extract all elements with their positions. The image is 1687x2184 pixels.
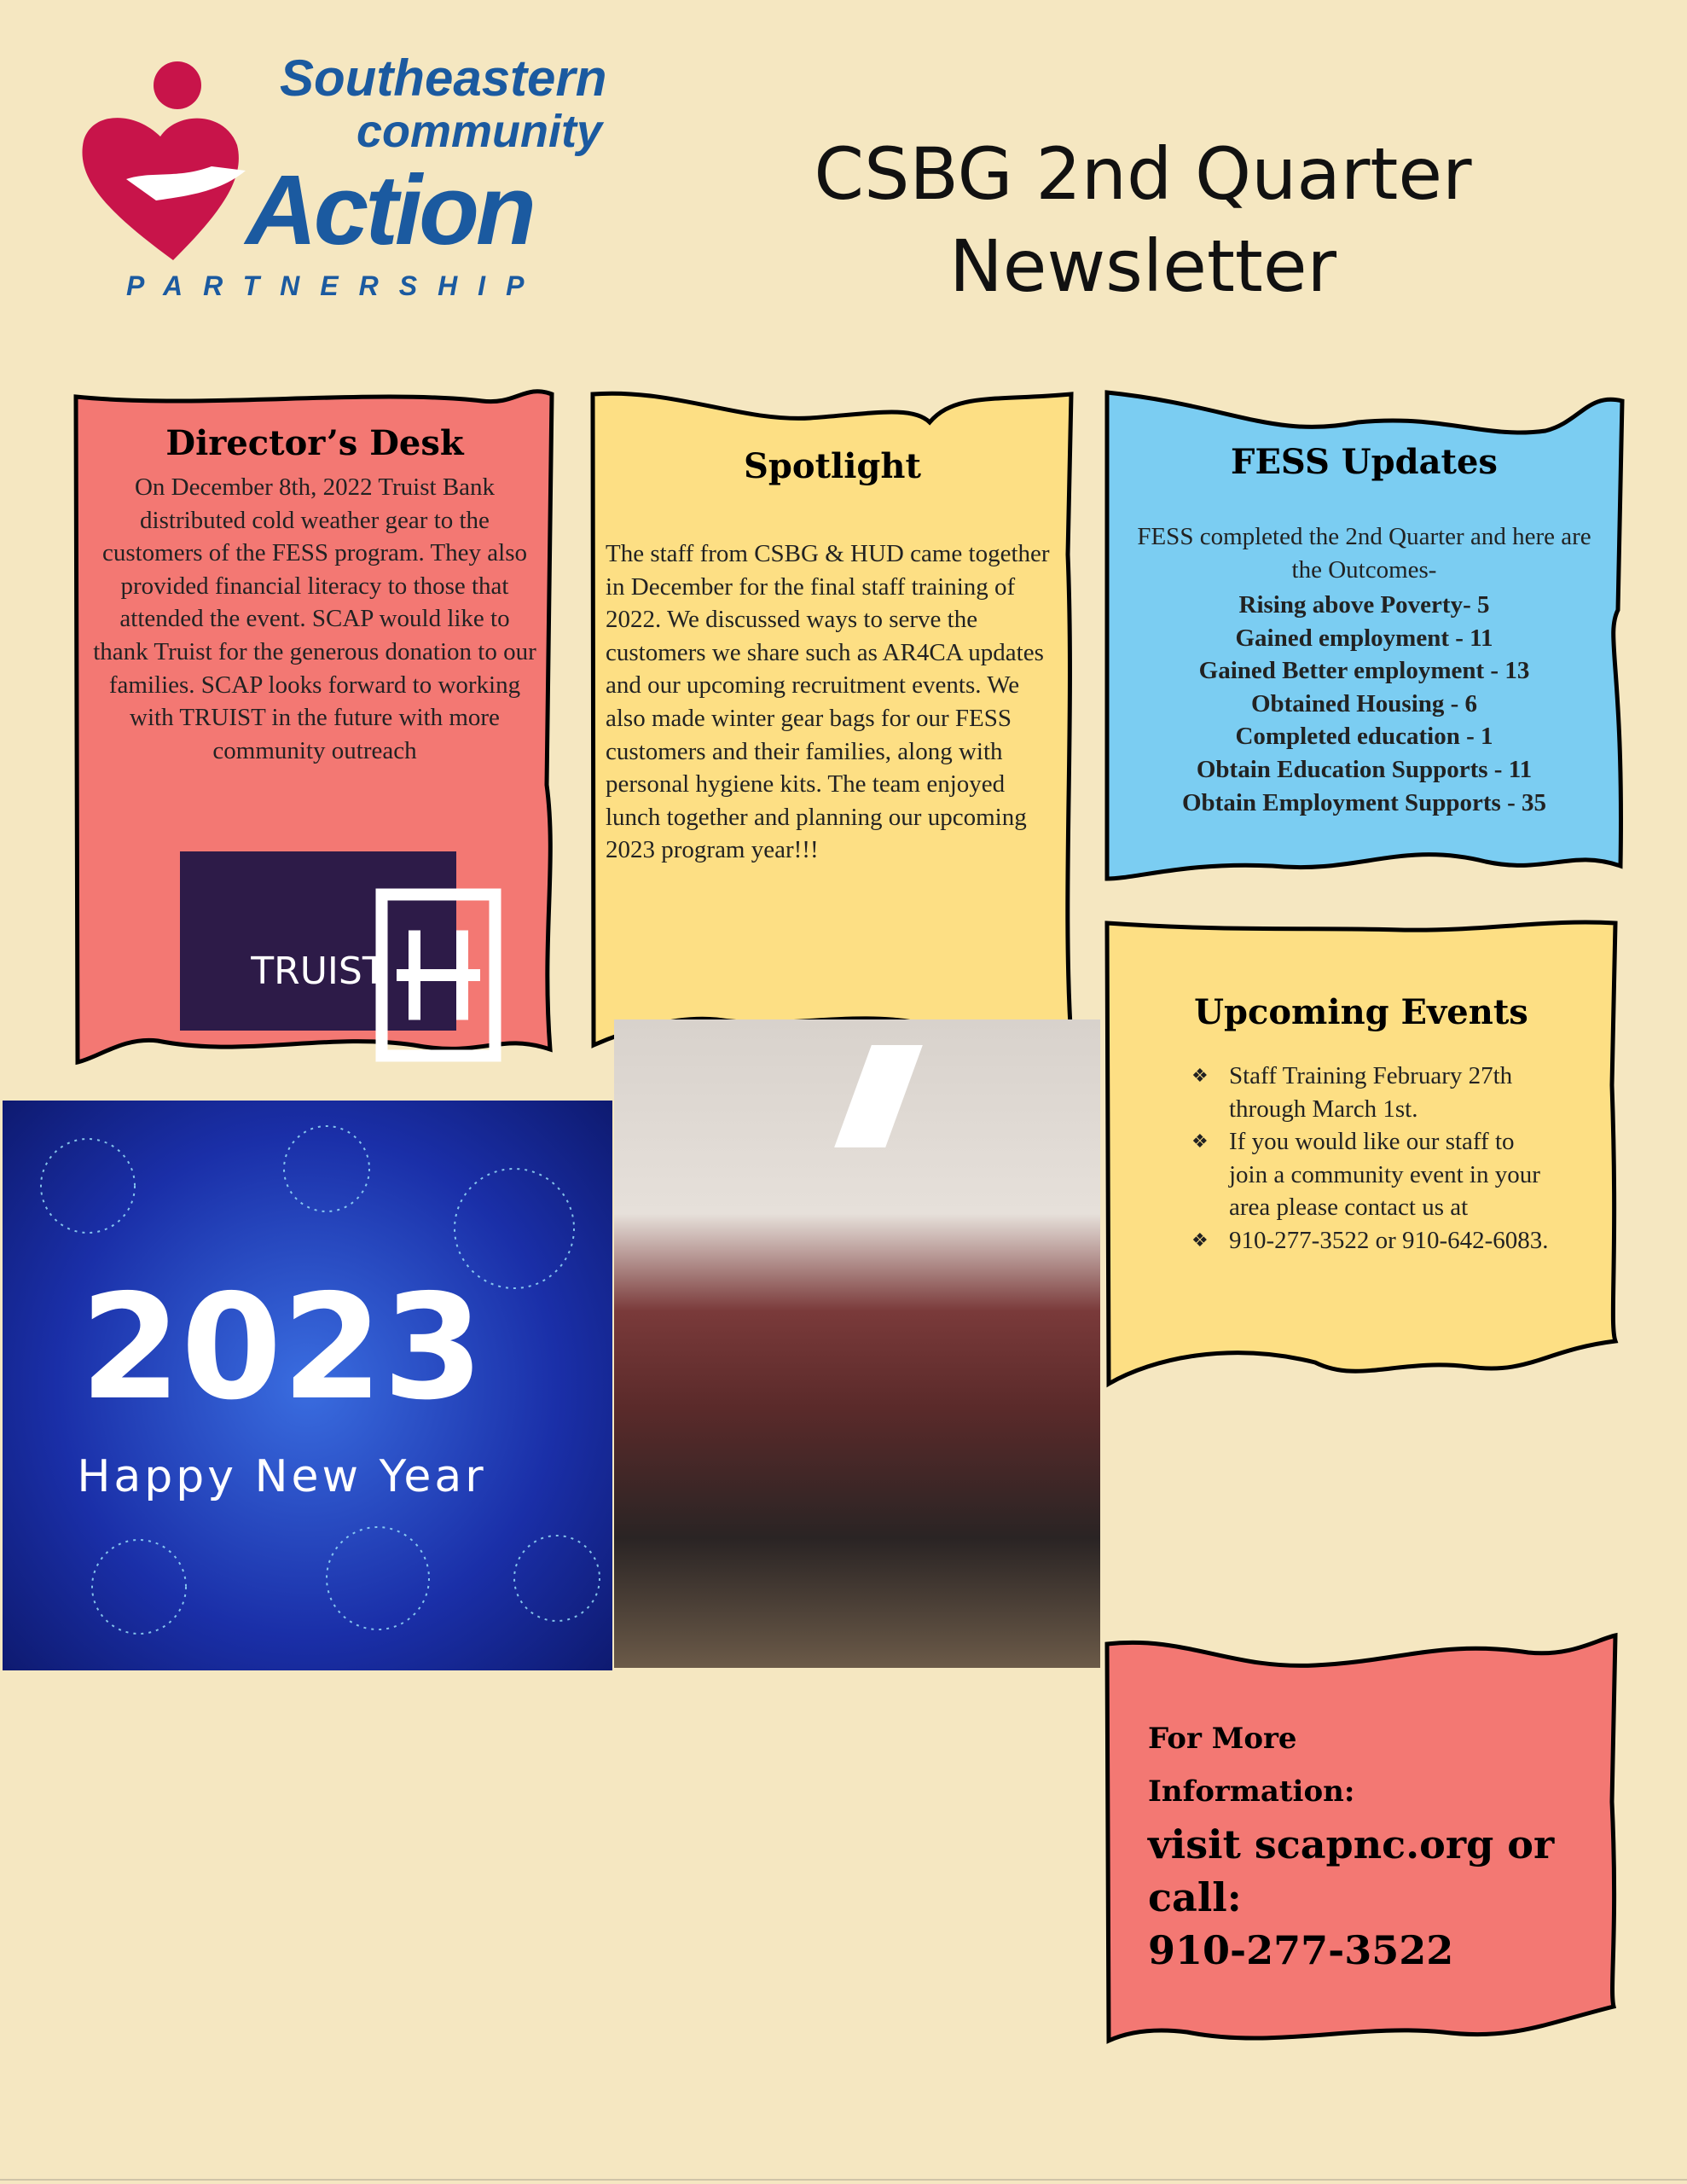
fess-outcomes-list — [1102, 589, 1626, 819]
logo-line2: community — [357, 106, 603, 157]
logo-line4: PARTNERSHIP — [126, 270, 545, 301]
page-title — [716, 128, 1569, 312]
fess-outcome: Obtain Employment Supports - 35 — [1181, 788, 1546, 816]
fess-outcome: Rising above Poverty- 5 — [1238, 591, 1490, 619]
event-item: ❖ 910-277-3522 or 910-642-6083. — [1191, 1224, 1558, 1258]
page-bottom-divider — [0, 2179, 1687, 2181]
event-item: ❖ If you would like our staff to join a community event in your area please contact us at — [1191, 1125, 1558, 1224]
event-item: ❖ Staff Training February 27th through March 1st. — [1191, 1060, 1558, 1125]
fess-updates-panel — [1102, 388, 1626, 887]
spotlight-body: The staff from CSBG & HUD came together in December for the final staff training of 2022. We discussed ways to serve the customers we share such as AR4CA updates and our upcoming recruitment events. We also made winter gear bags for our FESS customers and their families, along with personal hygiene kits. The team enjoyed lunch together and planning our upcoming 2023 program year!!! — [606, 540, 1050, 864]
logo-line3: Action — [246, 154, 533, 265]
directors-desk-heading: Director’s Desk — [165, 423, 464, 463]
events-list — [1191, 1060, 1558, 1258]
new-year-greeting: Happy New Year — [77, 1451, 487, 1502]
fess-outcome: Completed education - 1 — [1235, 723, 1493, 751]
contact-line2: Information: — [1148, 1774, 1355, 1809]
events-heading: Upcoming Events — [1194, 992, 1528, 1032]
ceiling-light — [834, 1045, 923, 1147]
contact-line3: visit scapnc.org or call: — [1148, 1821, 1555, 1920]
directors-desk-panel — [72, 384, 557, 1066]
new-year-number: 2023 — [79, 1263, 484, 1432]
contact-text — [1148, 1712, 1591, 1977]
truist-logo — [180, 851, 456, 1031]
fess-outcome: Obtained Housing - 6 — [1250, 689, 1478, 717]
title-line2: Newsletter — [948, 224, 1337, 308]
fess-intro: FESS completed the 2nd Quarter and here are the Outcomes- — [1137, 523, 1591, 584]
contact-panel — [1102, 1631, 1620, 2066]
contact-line1: For More — [1148, 1722, 1297, 1756]
staff-group-photo — [614, 1019, 1100, 1668]
fess-outcome: Gained employment - 11 — [1235, 624, 1493, 652]
truist-wordmark: TRUIST — [251, 950, 386, 993]
fess-outcome: Obtain Education Supports - 11 — [1196, 755, 1533, 783]
fess-heading: FESS Updates — [1231, 442, 1498, 482]
title-line1: CSBG 2nd Quarter — [814, 132, 1472, 216]
contact-phone: 910-277-3522 — [1148, 1927, 1454, 1973]
heart-hands-icon — [75, 51, 271, 264]
upcoming-events-panel — [1102, 915, 1620, 1399]
logo-line1: Southeastern — [280, 49, 607, 107]
fess-outcome: Gained Better employment - 13 — [1198, 657, 1530, 685]
new-year-image — [3, 1101, 612, 1670]
spotlight-heading: Spotlight — [744, 446, 921, 486]
spotlight-panel — [588, 384, 1076, 1054]
directors-desk-body: On December 8th, 2022 Truist Bank distributed cold weather gear to the customers of the FESS program. They also provided financial literacy to those that attended the event. SCAP would like to thank Truist for the generous donation to our families. SCAP looks forward to working with TRUIST in the future with more community outreach — [93, 473, 536, 764]
scap-logo — [75, 51, 638, 307]
